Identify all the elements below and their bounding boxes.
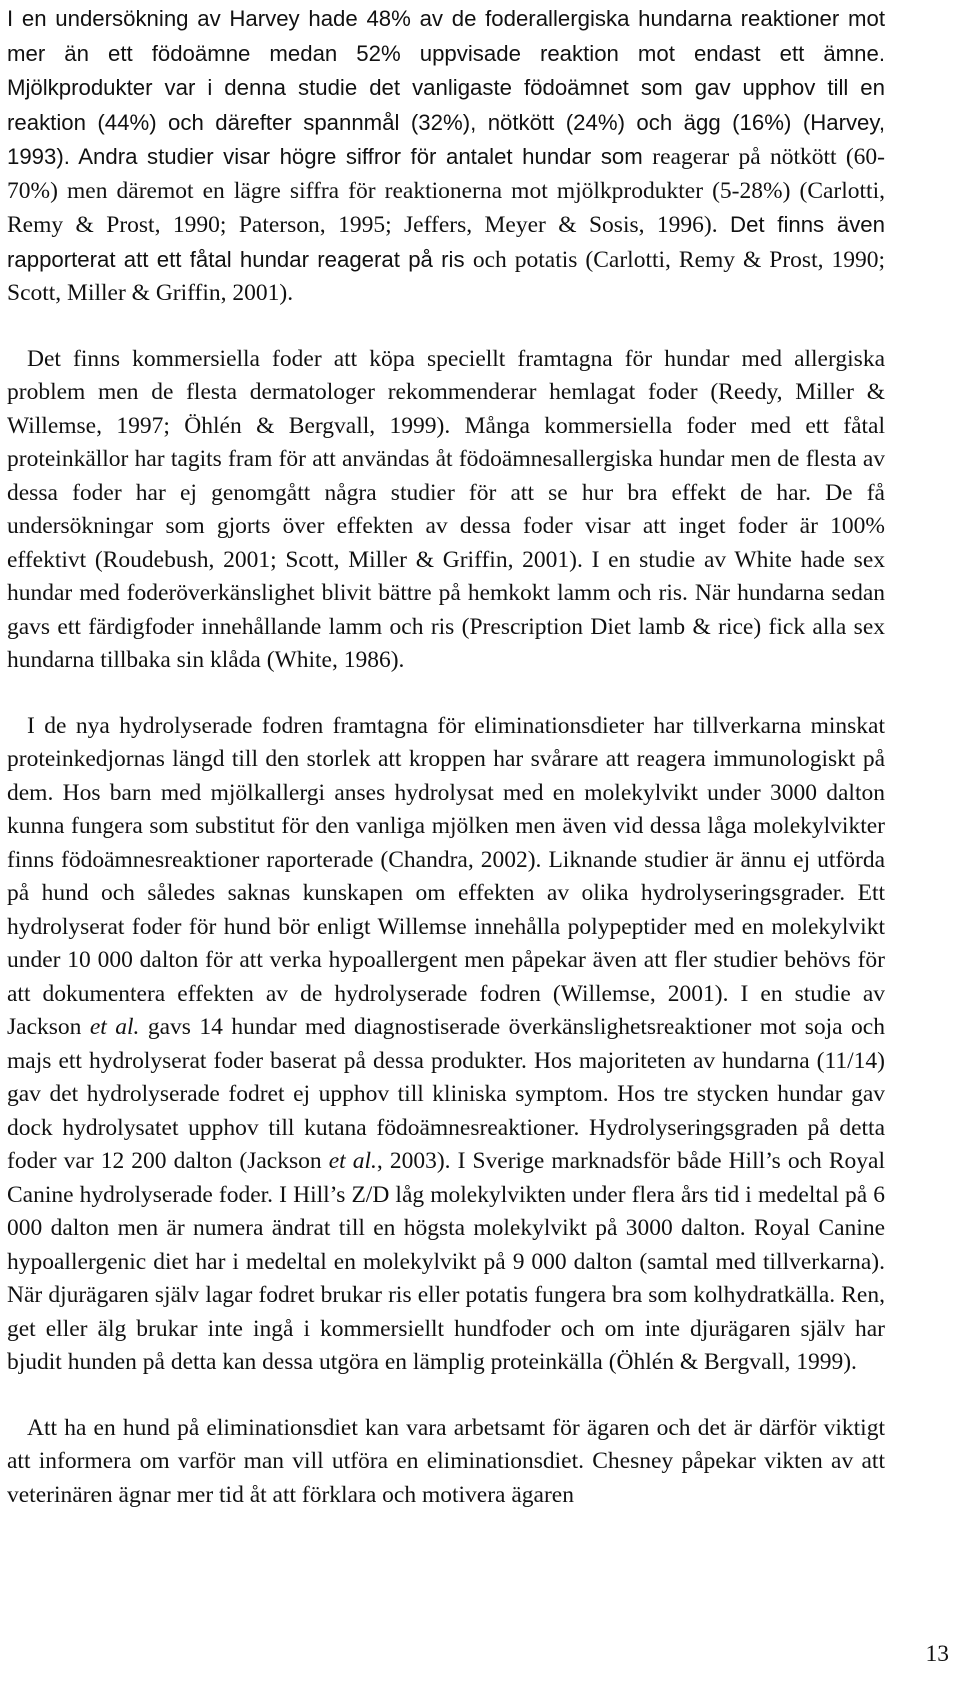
paragraph-1-segment-2: reagerar på nötkött (60-70%) men däremot en lägre siffra för reaktionerna mot mjölkprodukter (5-28%) (Carlotti, Remy & Prost, 1990; Paterson, 1995; Jeffers, Meyer & Sosis, 1996). xyxy=(7,144,885,238)
paragraph-1-segment-1: I en undersökning av Harvey hade 48% av de foderallergiska hundarna reaktioner mot mer än ett födoämne medan 52% uppvisade reaktion mot endast ett ämne. Mjölkprodukter var i denna studie det vanligaste födoämnet som gav upphov till en reaktion (44%) och därefter spannmål (32%), nötkött (24%) och ägg (16%) (Harvey, 1993). Andra studier visar högre siffror för antalet hundar som xyxy=(7,6,885,169)
paragraph-3-italic-et-al-2: et al. xyxy=(328,1148,377,1174)
paragraph-3-segment-1: I de nya hydrolyserade fodren framtagna för eliminationsdieter har tillverkarna minskat proteinkedjornas längd till den storlek att kroppen har svårare att reagera immunologiskt på dem. Hos barn med mjölkallergi anses hydrolysat med en molekylvikt under 3000 dalton kunna fungera som substitut för den vanliga mjölken men även vid dessa låga molekylvikter finns födoämnesreaktioner raporterade (Chandra, 2002). Liknande studier är ännu ej utförda på hund och således saknas kunskapen om effekten av olika hydrolyseringsgrader. Ett hydrolyserat foder för hund bör enligt Willemse innehålla polypeptider med en molekylvikt under 10 000 dalton för att verka hypoallergent men påpekar även att fler studier behövs för att dokumentera effekten av de hydrolyserade fodren (Willemse, 2001). I en studie av Jackson xyxy=(7,712,885,1040)
paragraph-3-segment-5: , 2003). I Sverige marknadsför både Hill’s och Royal Canine hydrolyserade foder. I Hill’s Z/D låg molekylvikten under flera års tid i medeltal på 6 000 dalton men är numera ändrat till en högsta molekylvikt på 3000 dalton. Royal Canine hypoallergenic diet har i medeltal en molekylvikt på 9 000 dalton (samtal med tillverkarna). När djurägaren själv lagar fodret brukar ris eller potatis fungera bra som kolhydratkälla. Ren, get eller älg brukar inte ingå i kommersiellt hundfoder och om inte djurägaren själv har bjudit hunden på detta kan dessa utgöra en lämplig proteinkälla (Öhlén & Bergvall, 1999). xyxy=(7,1148,885,1375)
page-number: 13 xyxy=(925,1641,949,1667)
paragraph-commercial-feeds xyxy=(7,343,885,678)
paragraph-hydrolysed-feeds xyxy=(7,710,885,1380)
document-page xyxy=(7,2,885,1512)
paragraph-allergen-frequency xyxy=(7,2,885,311)
paragraph-4-segment-1: Att ha en hund på eliminationsdiet kan vara arbetsamt för ägaren och det är därför viktigt att informera om varför man vill utföra en eliminationsdiet. Chesney påpekar vikten av att veterinären ägnar mer tid åt att förklara och motivera ägaren xyxy=(7,1414,885,1508)
paragraph-1-segment-3: Det finns även rapporterat att ett fåtal hundar reagerat på ris xyxy=(7,212,885,272)
paragraph-elimination-diet xyxy=(7,1412,885,1513)
paragraph-3-italic-et-al-1: et al. xyxy=(89,1014,140,1040)
paragraph-2-segment-1: Det finns kommersiella foder att köpa speciellt framtagna för hundar med allergiska problem men de flesta dermatologer rekommenderar hemlagat foder (Reedy, Miller & Willemse, 1997; Öhlén & Bergvall, 1999). Många kommersiella foder med ett fåtal proteinkällor har tagits fram för att användas åt födoämnesallergiska hundar men de flesta av dessa foder har ej genomgått några studier för att se hur bra effekt de har. De få undersökningar som gjorts över effekten av dessa foder visar att inget foder är 100% effektivt (Roudebush, 2001; Scott, Miller & Griffin, 2001). I en studie av White hade sex hundar med foderöverkänslighet blivit bättre på hemkokt lamm och ris. När hundarna sedan gavs ett färdigfoder innehållande lamm och ris (Prescription Diet lamb & rice) fick alla sex hundarna tillbaka sin klåda (White, 1986). xyxy=(7,345,885,673)
paragraph-3-segment-3: gavs 14 hundar med diagnostiserade överkänslighetsreaktioner mot soja och majs ett hydrolyserat foder baserat på dessa produkter. Hos majoriteten av hundarna (11/14) gav det hydrolyserade fodret ej upphov till kliniska symptom. Hos tre stycken hundar gav dock hydrolysatet upphov till kutana födoämnesreaktioner. Hydrolyseringsgraden på detta foder var 12 200 dalton (Jackson xyxy=(7,1014,885,1174)
paragraph-1-segment-4: och potatis (Carlotti, Remy & Prost, 1990; Scott, Miller & Griffin, 2001). xyxy=(7,246,885,306)
